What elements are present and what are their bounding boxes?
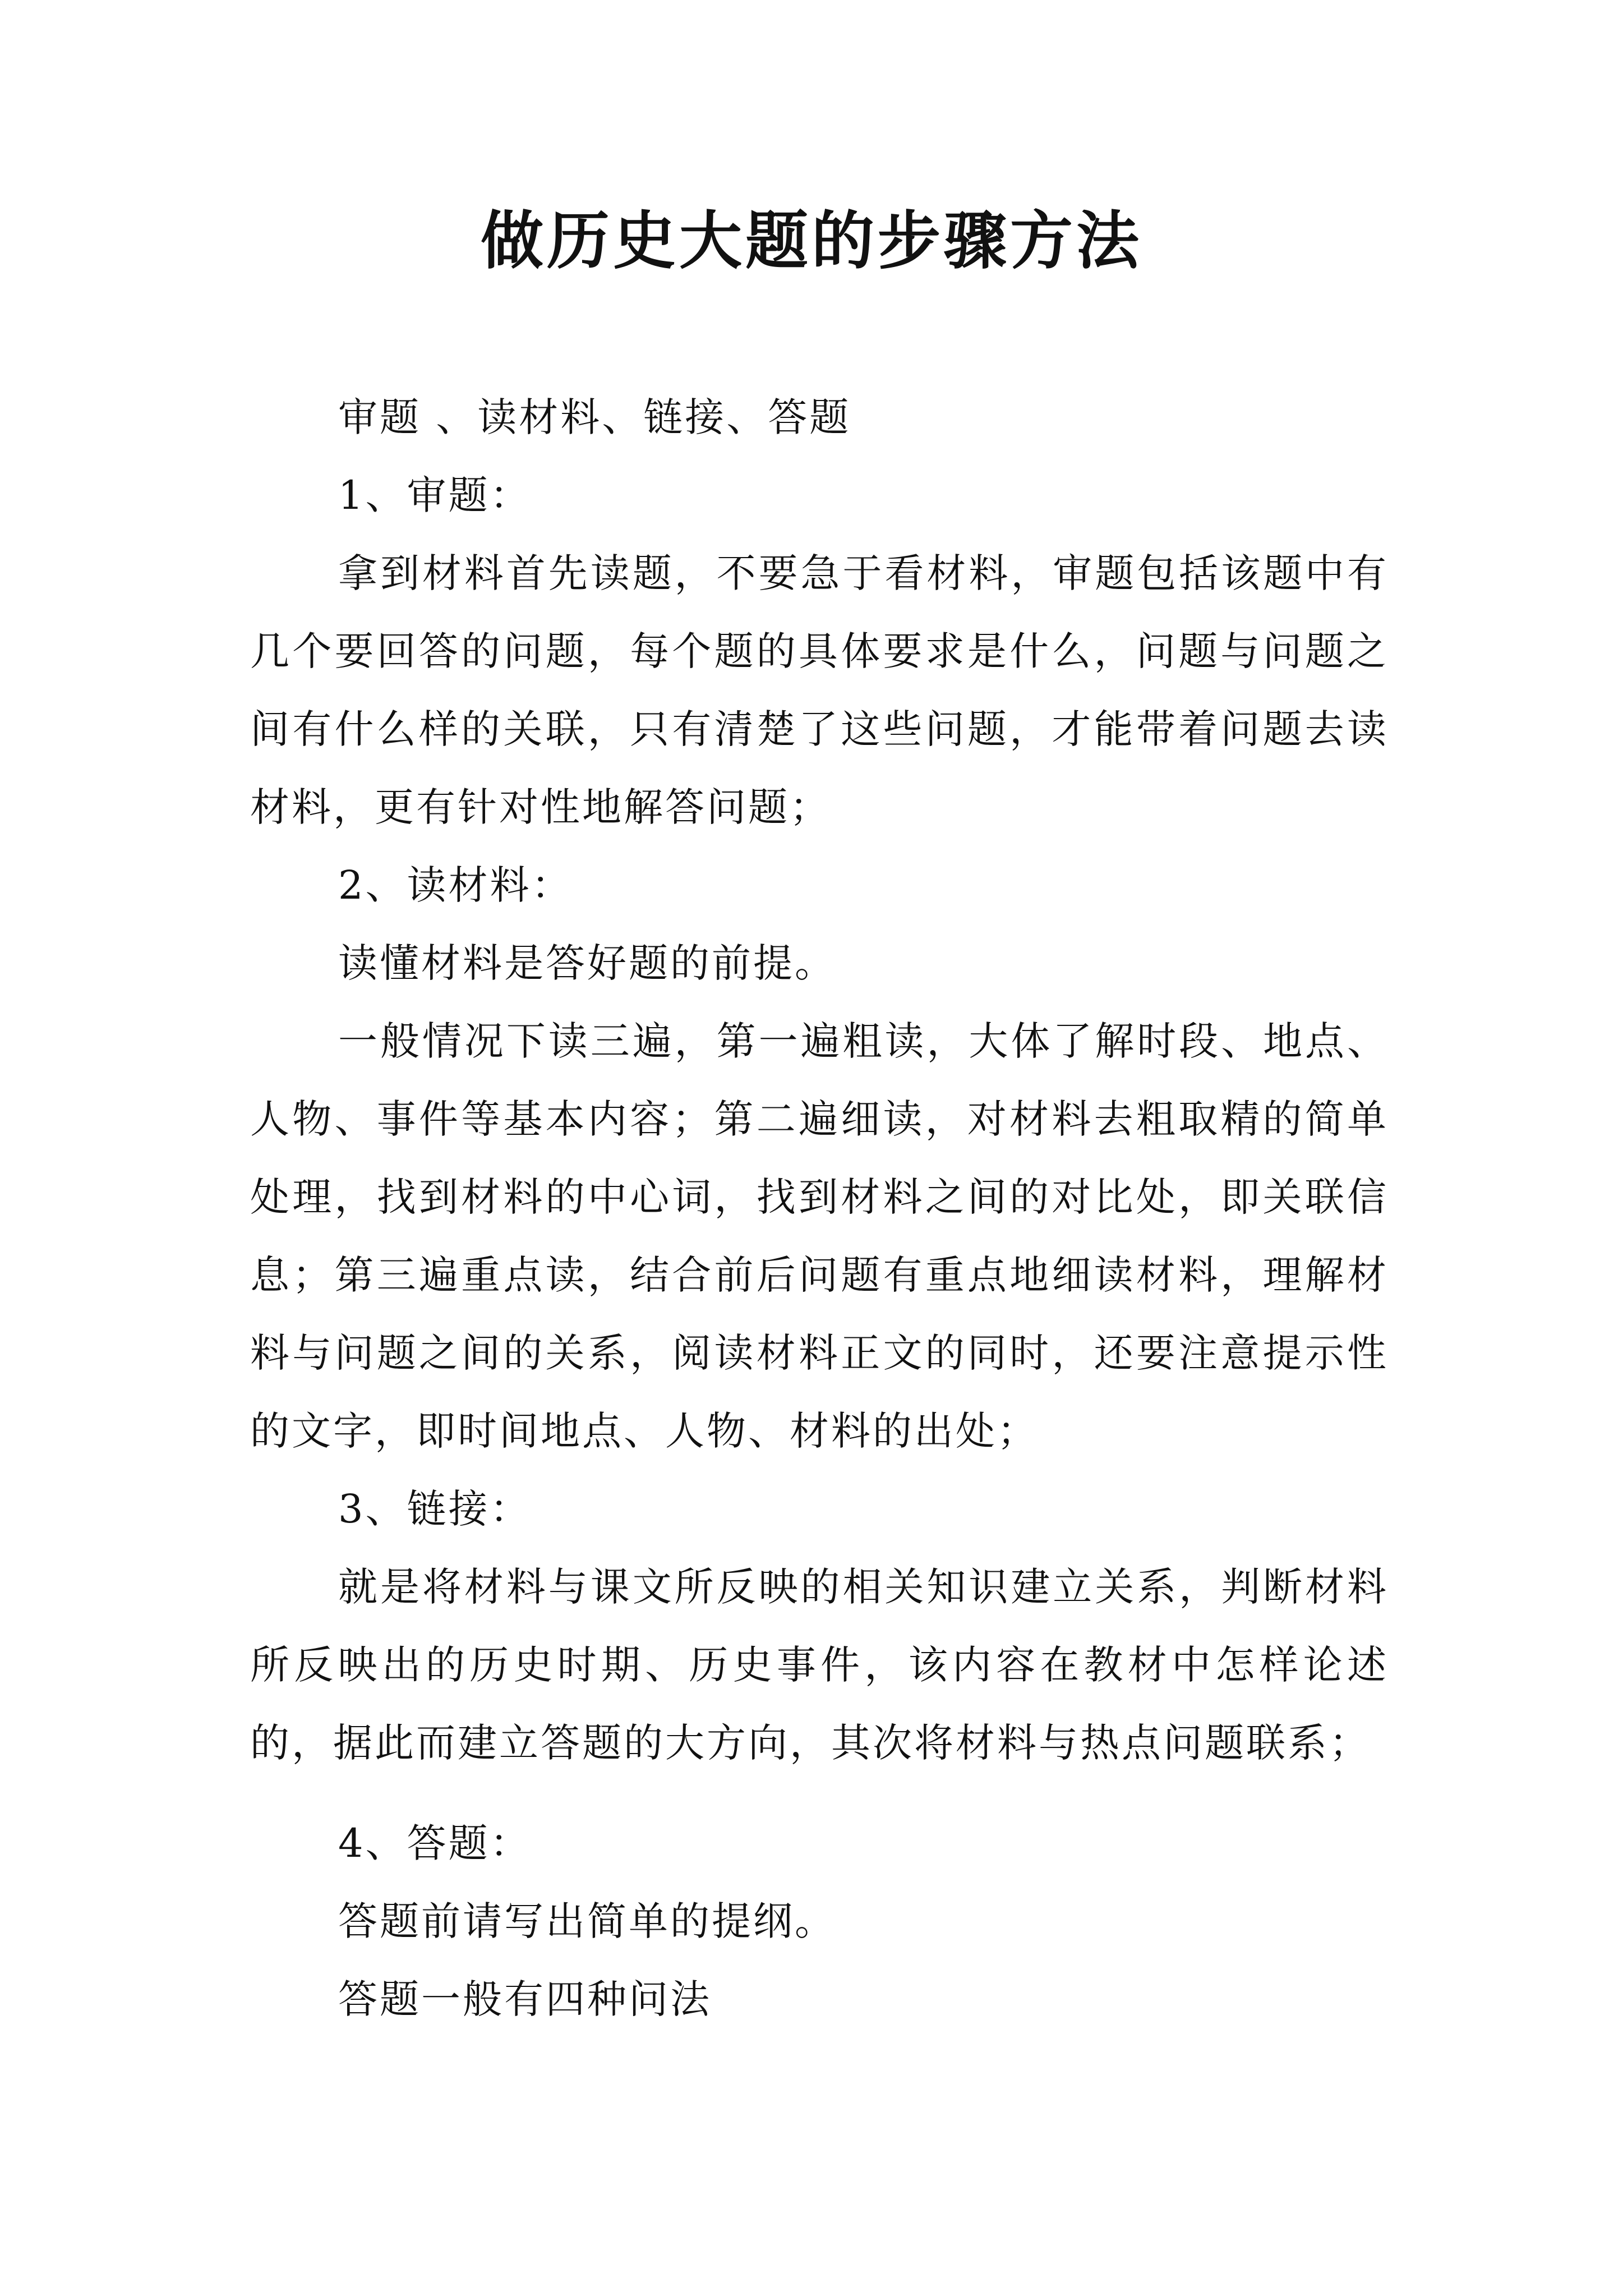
section-heading-review: 1、审题： [338,472,532,518]
steps-overview: 审题 、读材料、链接、答题 [338,394,851,440]
paragraph-read-three-times: 一般情况下读三遍，第一遍粗读，大体了解时段、地点、人物、事件等基本内容；第二遍细读，对材料去粗取精的简单处理，找到材料的中心词，找到材料之间的对比处，即关联信息；第三遍重点读，结合前后问题有重点地细读材料，理解材料与问题之间的关系，阅读材料正文的同时，还要注意提示性的文字，即时间地点、人物、材料的出处； [250,1018,1389,1454]
paragraph-review: 拿到材料首先读题，不要急于看材料，审题包括该题中有几个要回答的问题，每个题的具体要求是什么，问题与问题之间有什么样的关联，只有清楚了这些问题，才能带着问题去读材料，更有针对性地解答问题； [250,550,1389,830]
section-heading-link: 3、链接： [338,1486,532,1532]
document-body [250,379,1389,2039]
paragraph-link: 就是将材料与课文所反映的相关知识建立关系，判断材料所反映出的历史时期、历史事件，该内容在教材中怎样论述的，据此而建立答题的大方向，其次将材料与热点问题联系； [250,1564,1389,1766]
section-heading-read-material: 2、读材料： [338,862,573,908]
paragraph-answer-four-types: 答题一般有四种问法 [338,1976,712,2022]
section-heading-answer: 4、答题： [338,1820,532,1866]
paragraph-answer-outline: 答题前请写出简单的提纲。 [338,1898,836,1944]
paragraph-read-premise: 读懂材料是答好题的前提。 [338,940,836,986]
document-title: 做历史大题的步骤方法 [481,204,1142,278]
